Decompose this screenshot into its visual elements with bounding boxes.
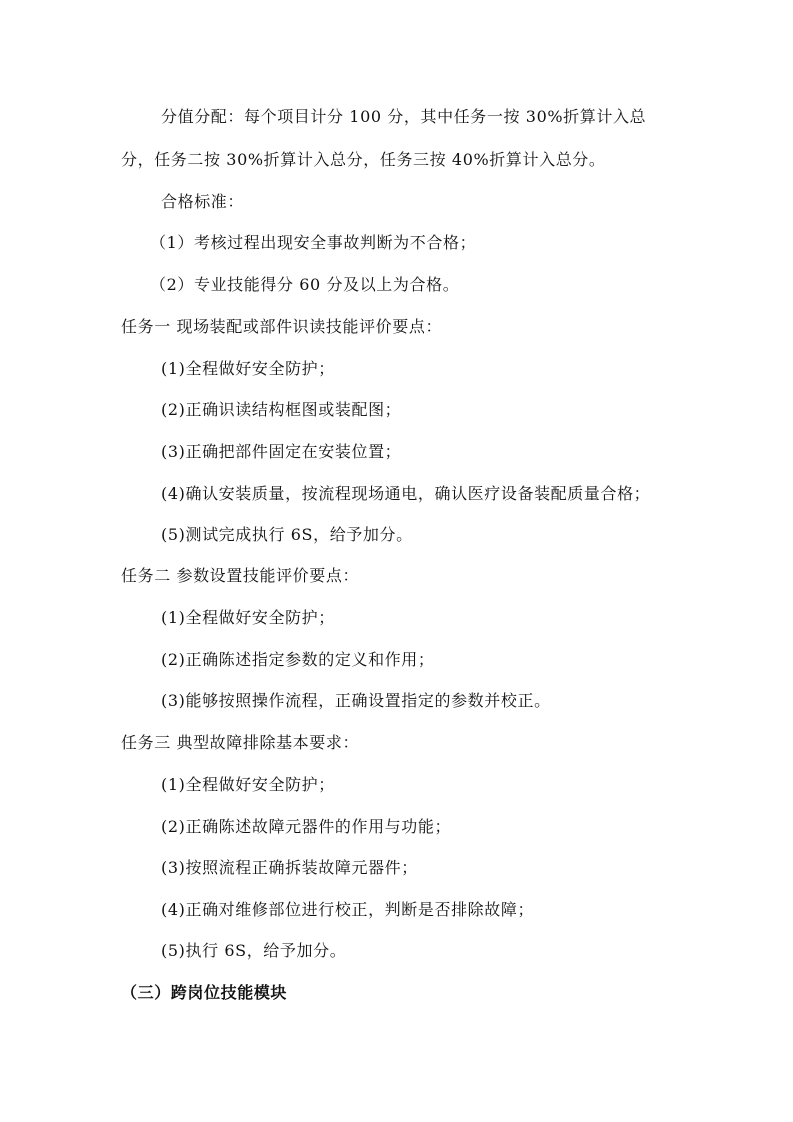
- task1-item: (4)确认安装质量，按流程现场通电，确认医疗设备装配质量合格；: [161, 484, 651, 503]
- task2-item: (1)全程做好安全防护；: [161, 608, 335, 627]
- task1-heading: 任务一 现场装配或部件识读技能评价要点：: [121, 317, 443, 336]
- task3-item: (3)按照流程正确拆装故障元器件；: [161, 858, 418, 877]
- paragraph-score-allocation: 分值分配：每个项目计分 100 分，其中任务一按 30%折算计入总: [161, 107, 647, 126]
- section-heading: （三）跨岗位技能模块: [121, 983, 288, 1002]
- task2-heading: 任务二 参数设置技能评价要点：: [121, 566, 360, 585]
- task3-item: (1)全程做好安全防护；: [161, 775, 335, 794]
- task1-item: (2)正确识读结构框图或装配图；: [161, 400, 402, 419]
- paragraph-score-allocation-cont: 分，任务二按 30%折算计入总分，任务三按 40%折算计入总分。: [121, 150, 606, 169]
- task3-item: (4)正确对维修部位进行校正，判断是否排除故障；: [161, 900, 535, 919]
- task1-item: (5)测试完成执行 6S，给予加分。: [161, 525, 413, 544]
- task1-item: (1)全程做好安全防护；: [161, 359, 335, 378]
- pass-criteria-item-1: （1）考核过程出现安全事故判断为不合格；: [150, 233, 477, 252]
- task1-item: (3)正确把部件固定在安装位置；: [161, 442, 402, 461]
- task2-item: (3)能够按照操作流程，正确设置指定的参数并校正。: [161, 691, 551, 710]
- pass-criteria-title: 合格标准：: [161, 192, 245, 211]
- pass-criteria-item-2: （2）专业技能得分 60 分及以上为合格。: [150, 275, 460, 294]
- task3-heading: 任务三 典型故障排除基本要求：: [121, 733, 360, 752]
- task3-item: (2)正确陈述故障元器件的作用与功能；: [161, 817, 452, 836]
- task3-item: (5)执行 6S，给予加分。: [161, 941, 347, 960]
- task2-item: (2)正确陈述指定参数的定义和作用；: [161, 650, 435, 669]
